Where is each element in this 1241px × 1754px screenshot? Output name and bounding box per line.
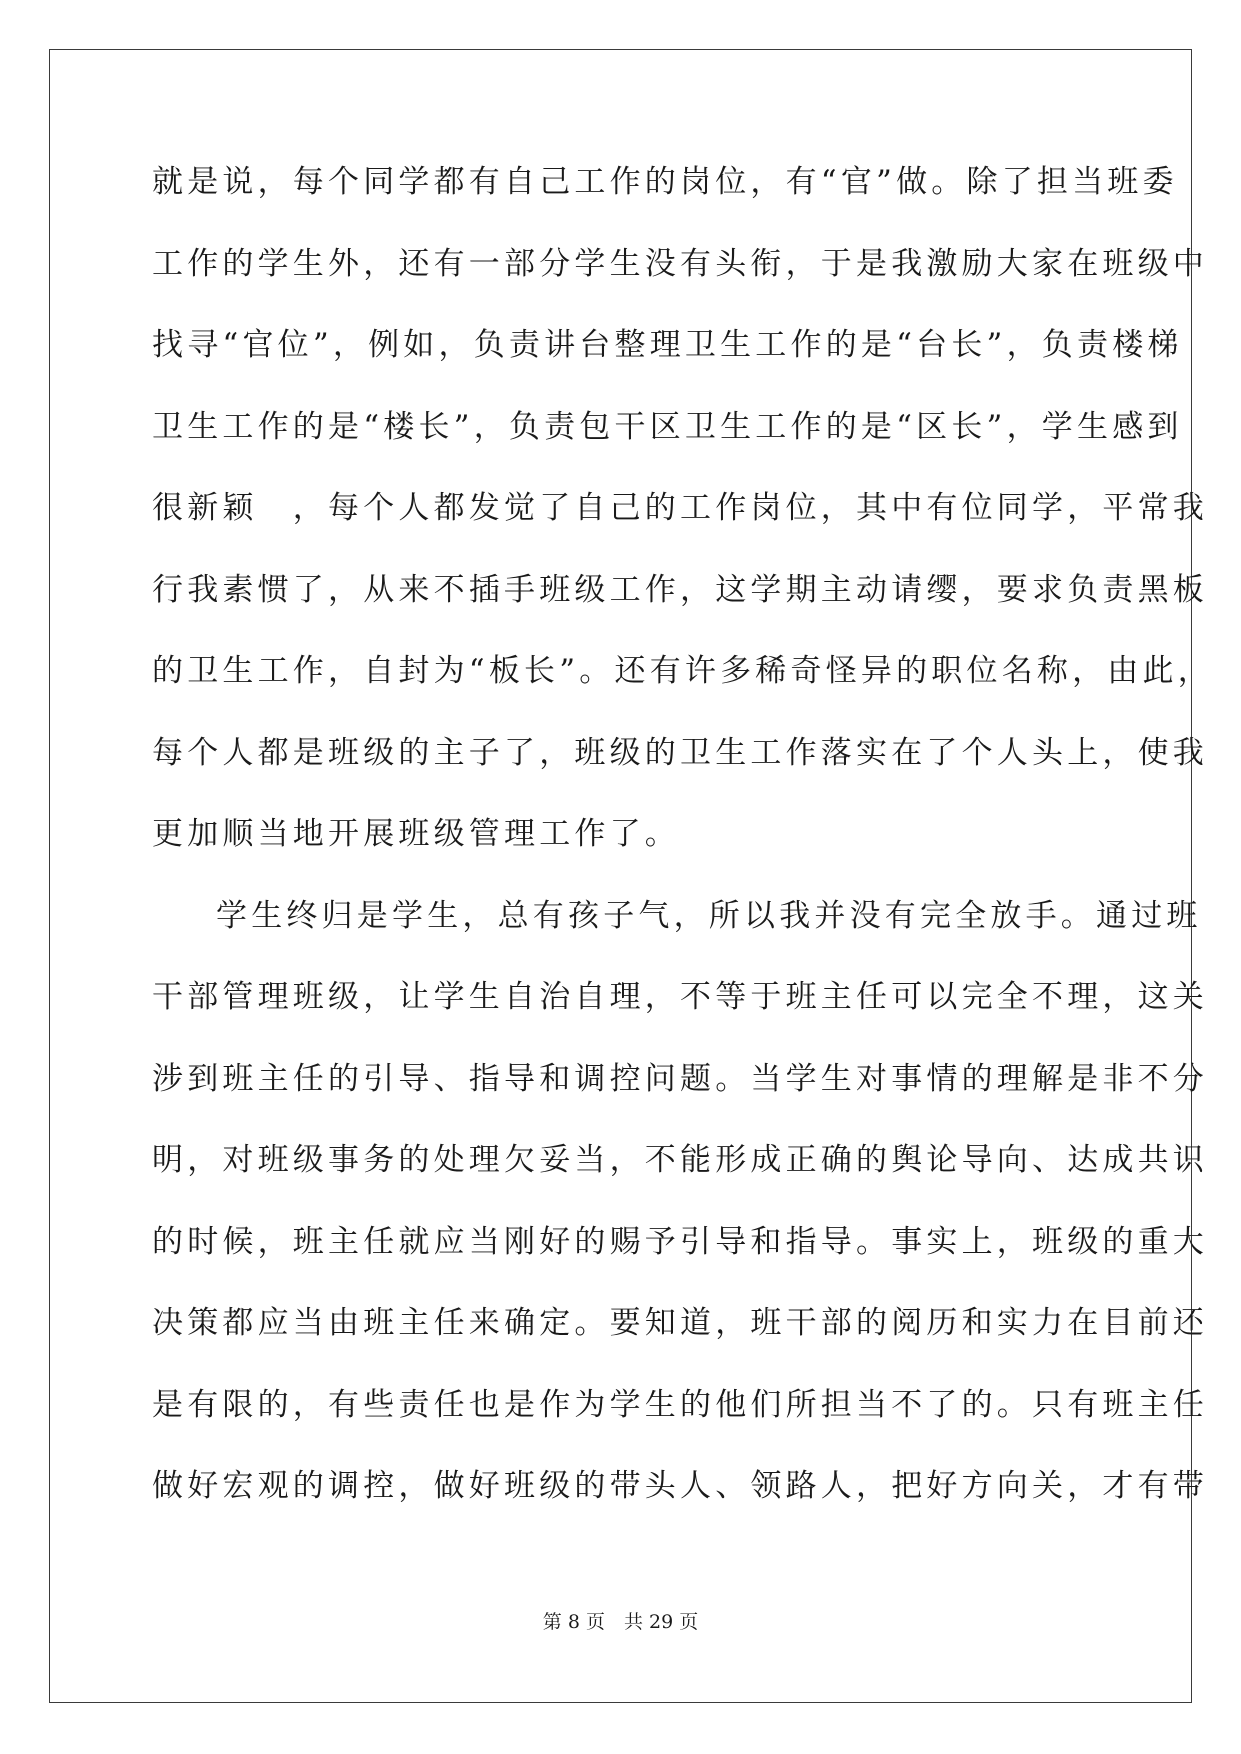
text-line: 行我素惯了，从来不插手班级工作，这学期主动请缨，要求负责黑板	[152, 571, 1208, 608]
text-line: 涉到班主任的引导、指导和调控问题。当学生对事情的理解是非不分	[152, 1060, 1208, 1097]
text-line: 每个人都是班级的主子了，班级的卫生工作落实在了个人头上，使我	[152, 734, 1208, 771]
text-line: 明，对班级事务的处理欠妥当，不能形成正确的舆论导向、达成共识	[152, 1142, 1208, 1178]
text-line: 的卫生工作，自封为“板长”。还有许多稀奇怪异的职位名称，由此，	[152, 653, 1213, 689]
text-line: 的时候，班主任就应当刚好的赐予引导和指导。事实上，班级的重大	[152, 1223, 1208, 1260]
text-line: 找寻“官位”，例如，负责讲台整理卫生工作的是“台长”，负责楼梯	[152, 327, 1183, 363]
text-line: 干部管理班级，让学生自治自理，不等于班主任可以完全不理，这关	[152, 979, 1208, 1015]
text-line: 工作的学生外，还有一部分学生没有头衔，于是我激励大家在班级中	[152, 245, 1208, 282]
text-line: 做好宏观的调控，做好班级的带头人、领路人，把好方向关，才有带	[152, 1468, 1208, 1504]
text-line: 很新颖 ，每个人都发觉了自己的工作岗位，其中有位同学，平常我	[152, 490, 1208, 526]
page-number-footer: 第 8 页 共 29 页	[542, 1611, 699, 1633]
text-line: 更加顺当地开展班级管理工作了。	[152, 816, 680, 852]
text-line: 决策都应当由班主任来确定。要知道，班干部的阅历和实力在目前还	[152, 1305, 1208, 1341]
text-line: 就是说，每个同学都有自己工作的岗位，有“官”做。除了担当班委	[152, 164, 1178, 200]
text-line: 卫生工作的是“楼长”，负责包干区卫生工作的是“区长”，学生感到	[152, 408, 1183, 445]
text-line: 是有限的，有些责任也是作为学生的他们所担当不了的。只有班主任	[152, 1386, 1208, 1423]
paragraph-first-line: 学生终归是学生，总有孩子气，所以我并没有完全放手。通过班	[216, 897, 1202, 934]
document-body	[152, 157, 1213, 1543]
